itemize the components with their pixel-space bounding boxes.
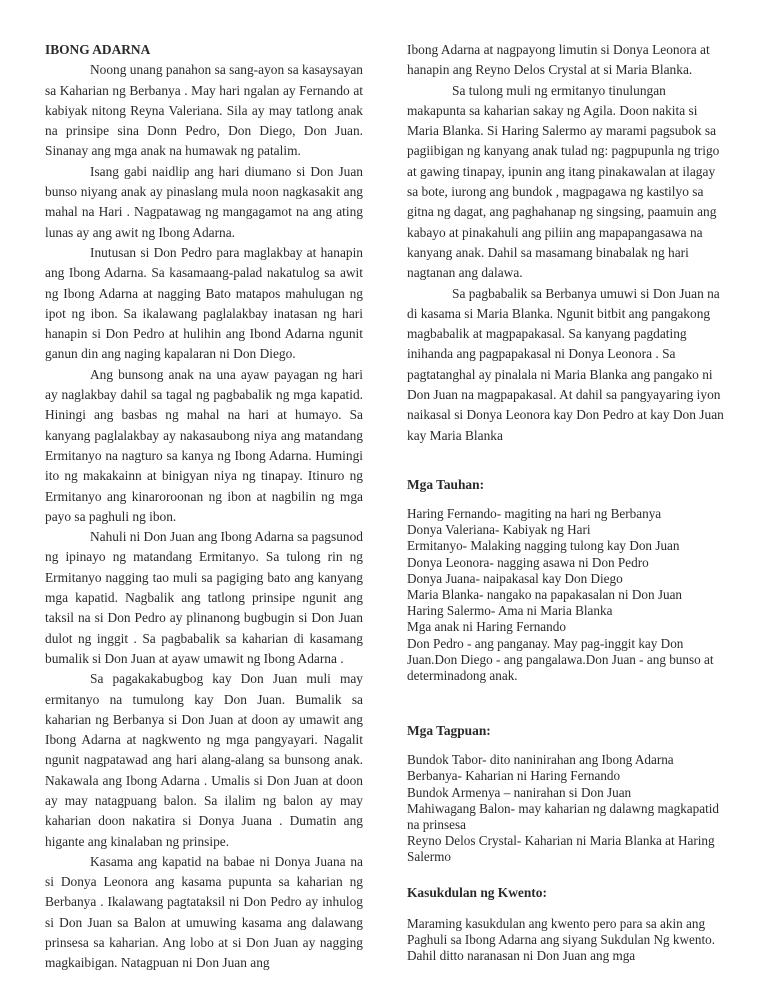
list-item: Donya Valeriana- Kabiyak ng Hari	[407, 522, 591, 538]
paragraph: Ang bunsong anak na una ayaw payagan ng hari ay naglakbay dahil sa tagal ng pagbabalik ng mga kapatid. Hiningi ang basbas ng mahal na hari at humayo. Sa kanyang paglalakbay ay nakasaubong niya ang matandang Ermitanyo na nagturo sa kanya ng Ibong Adarna. Humingi ito ng makakainn at binigyan niya ng tinapay. Itinuro ng Ermitanyo ang kinaroroonan ng ibon at nagbilin ng mga payo sa paghuli ng ibon.	[45, 366, 363, 524]
paragraph: Noong unang panahon sa sang-ayon sa kasaysayan sa Kaharian ng Berbanya . May hari ngalan ay Fernando at kabiyak nitong Reyna Valeriana. Sila ay may tatlong anak na prinsipe sina Donn Pedro, Don Diego, Don Juan. Sinanay ang mga anak na humawak ng patalim.	[45, 62, 363, 159]
paragraph: Ibong Adarna at nagpayong limutin si Donya Leonora at hanapin ang Reyno Delos Crystal at si Maria Blanka.	[407, 42, 710, 78]
list-item: Mahiwagang Balon- may kaharian ng dalawng magkapatid na prinsesa	[407, 800, 720, 832]
tagpuan-heading: Mga Tagpuan:	[407, 723, 491, 739]
paragraph: Isang gabi naidlip ang hari diumano si Don Juan bunso niyang anak ay pinaslang mula noon nagkasakit ang mahal na Hari . Nagpatawag ng mangagamot na ang ating lunas ay ang awit ng Ibong Adarna.	[45, 163, 363, 240]
paragraph: Sa pagakakabugbog kay Don Juan muli may ermitanyo na tumulong kay Don Juan. Bumalik sa kaharian ng Berbanya si Don Juan at doon ay umawit ang Ibong Adarna at nagkwento ng mga pangyayari. Nagalit ngunit nagpatawad ang hari alang-alang sa bunsong anak. Nakawala ang Ibong Adarna . Umalis si Don Juan at doon ay may natagpuang balon. Sa ilalim ng balon ay may kaharian doon nakatira si Donya Juana . Dumatin ang higante ang kinalaban ng prinsipe.	[45, 671, 363, 849]
list-item: Ermitanyo- Malaking nagging tulong kay Don Juan	[407, 538, 680, 554]
list-item: Donya Leonora- nagging asawa ni Don Pedro	[407, 554, 649, 570]
tauhan-list	[407, 506, 727, 684]
left-column	[45, 40, 363, 974]
paragraph: Nahuli ni Don Juan ang Ibong Adarna sa pagsunod ng ipinayo ng matandang Ermitanyo. Sa tulong rin ng Ermitanyo nagging tao muli sa pagiging bato ang kanyang mga kapatid. Nagbalik ang tatlong prinsipe ngunit ang taksil na si Don Pedro ay plinanong bugbugin si Don Juan dulot ng inggit . Sa pagbabalik sa kaharian di kasamang bumalik si Don Juan at ayaw umawit ng Ibong Adarna .	[45, 529, 363, 666]
list-item: Maria Blanka- nangako na papakasalan ni Don Juan	[407, 586, 683, 602]
document-title: IBONG ADARNA	[45, 42, 151, 57]
paragraph: Sa tulong muli ng ermitanyo tinulungan makapunta sa kaharian sakay ng Agila. Doon nakita si Maria Blanka. Si Haring Salermo ay marami pagsubok sa pagiibigan ng kanyang anak tulad ng: pagpupunla ng trigo at gawing tinapay, ipunin ang itang pinakawalan at ilagay sa bote, iurong ang bundok , magpagawa ng kastilyo sa gitna ng dagat, ang paghahanap ng singsing, paamuin ang kabayo at pinakahuli ang piliin ang mapapangasawa na kanyang anak. Dahil sa masamang binabalak ng hari nagtanan ang dalawa.	[407, 82, 720, 281]
list-item: Reyno Delos Crystal- Kaharian ni Maria Blanka at Haring Salermo	[407, 833, 715, 865]
list-item: Haring Salermo- Ama ni Maria Blanka	[407, 603, 613, 619]
paragraph: Sa pagbabalik sa Berbanya umuwi si Don Juan na di kasama si Maria Blanka. Ngunit bitbit ang pangakong magbabalik at magpapakasal. Sa kanyang pagdating inihanda ang pagpapakasal ni Donya Leonora . Sa pagtatanghal ay pinalala ni Maria Blanka ang pangako ni Don Juan na magpapakasal. At dahil sa pangyayaring iyon naikasal si Donya Leonora kay Don Pedro at kay Don Juan kay Maria Blanka	[407, 285, 724, 443]
list-item: Don Pedro - ang panganay. May pag-inggit kay Don Juan.Don Diego - ang pangalawa.Don Juan - ang bunso at determinadong anak.	[407, 635, 714, 683]
list-item: Mga anak ni Haring Fernando	[407, 619, 566, 635]
list-item: Haring Fernando- magiting na hari ng Berbanya	[407, 505, 662, 521]
tauhan-heading: Mga Tauhan:	[407, 476, 485, 492]
list-item: Bundok Armenya – nanirahan si Don Juan	[407, 784, 632, 800]
right-column	[407, 40, 727, 964]
list-item: Donya Juana- naipakasal kay Don Diego	[407, 570, 623, 586]
kasukdulan-text: Maraming kasukdulan ang kwento pero para sa akin ang Paghuli sa Ibong Adarna ang siyang Sukdulan Ng kwento. Dahil ditto naranasan ni Don Juan ang mga	[407, 915, 716, 963]
list-item: Bundok Tabor- dito naninirahan ang Ibong Adarna	[407, 752, 674, 768]
tagpuan-list	[407, 752, 727, 865]
paragraph: Inutusan si Don Pedro para maglakbay at hanapin ang Ibong Adarna. Sa kasamaang-palad nakatulog sa awit ng Ibong Adarna at nagging Bato matapos mahulugan ng ipot ng ibon. Sa ikalawang paglalakbay inatasan ng hari hanapin si Don Pedro at hulihin ang Ibond Adarna ngunit ganun din ang naging kapalaran ni Don Diego.	[45, 244, 363, 362]
kasukdulan-heading: Kasukdulan ng Kwento:	[407, 884, 547, 900]
paragraph: Kasama ang kapatid na babae ni Donya Juana na si Donya Leonora ang kasama pupunta sa kaharian ng Berbanya . Ikalawang pagtataksil ni Don Pedro ay inhulog si Don Juan sa Balon at umuwing kasama ang dalawang prinsesa sa kaharian. Ang lobo at si Don Juan ay nagging magkaibigan. Natagpuan ni Don Juan ang	[45, 853, 363, 971]
list-item: Berbanya- Kaharian ni Haring Fernando	[407, 768, 621, 784]
